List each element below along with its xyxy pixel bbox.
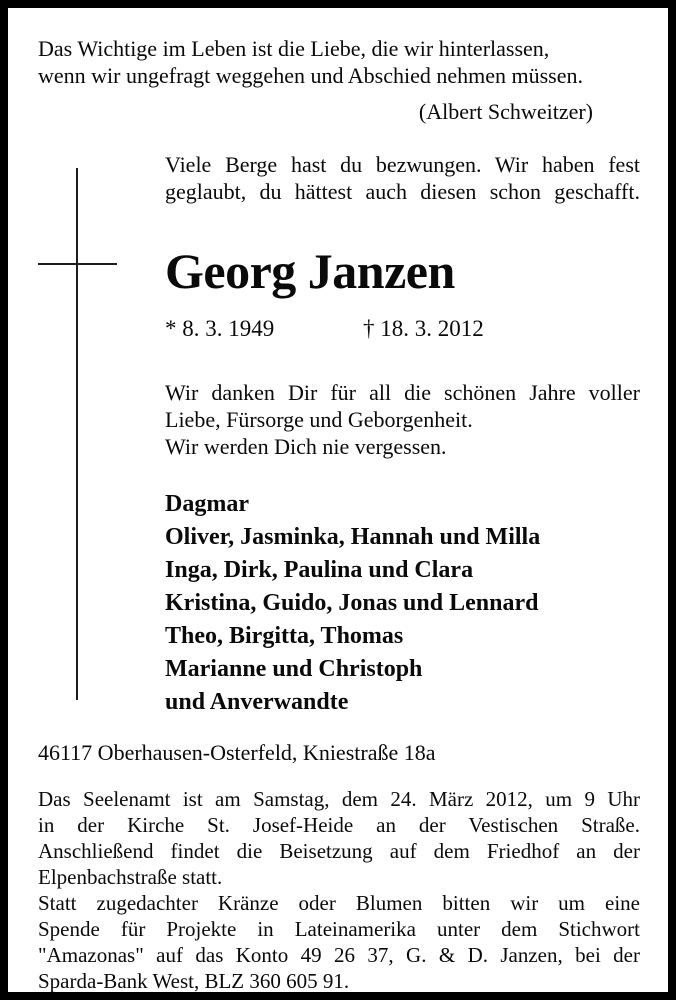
verse-line: Viele Berge hast du bezwungen. Wir haben fest	[165, 152, 640, 177]
verse-text	[165, 151, 640, 205]
donation-line: "Amazonas" auf das Konto 49 26 37, G. & D. Janzen, bei der	[38, 943, 640, 967]
donation-line: Spende für Projekte in Lateinamerika unter dem Stichwort	[38, 917, 640, 941]
mourner-line: Dagmar	[165, 491, 249, 517]
tribute-line: Wir danken Dir für all die schönen Jahre voller	[165, 380, 640, 405]
tribute-text	[165, 379, 640, 460]
mourner-line: und Anverwandte	[165, 689, 349, 715]
mourner-line: Inga, Dirk, Paulina und Clara	[165, 557, 474, 583]
cross-horizontal-bar	[38, 263, 117, 265]
mourner-line: Kristina, Guido, Jonas und Lennard	[165, 590, 539, 616]
opening-quote-line: wenn wir ungefragt weggehen und Abschied nehmen müssen.	[38, 63, 583, 88]
quote-attribution: (Albert Schweitzer)	[418, 99, 593, 124]
tribute-line: Liebe, Fürsorge und Geborgenheit.	[165, 407, 473, 432]
death-date: † 18. 3. 2012	[363, 316, 484, 341]
service-info	[38, 786, 640, 890]
verse-line: geglaubt, du hättest auch diesen schon geschafft.	[165, 179, 640, 204]
deceased-name: Georg Janzen	[165, 243, 455, 299]
birth-date: * 8. 3. 1949	[165, 316, 275, 341]
service-line: in der Kirche St. Josef-Heide an der Vestischen Straße.	[38, 813, 640, 837]
donation-line: Sparda-Bank West, BLZ 360 605 91.	[38, 969, 350, 993]
life-dates	[165, 315, 640, 343]
mourner-line: Theo, Birgitta, Thomas	[165, 623, 404, 649]
service-line: Elpenbachstraße statt.	[38, 865, 223, 889]
donation-info	[38, 890, 640, 994]
service-line: Das Seelenamt ist am Samstag, dem 24. März 2012, um 9 Uhr	[38, 787, 640, 811]
mourners-list	[165, 488, 640, 719]
opening-quote-line: Das Wichtige im Leben ist die Liebe, die wir hinterlassen,	[38, 36, 550, 61]
mourner-line: Marianne und Christoph	[165, 656, 423, 682]
tribute-line: Wir werden Dich nie vergessen.	[165, 434, 447, 459]
service-line: Anschließend findet die Beisetzung auf dem Friedhof an der	[38, 839, 640, 863]
cross-vertical-bar	[76, 168, 78, 700]
main-column	[165, 151, 640, 719]
mourner-line: Oliver, Jasminka, Hannah und Milla	[165, 524, 541, 550]
opening-quote	[38, 35, 640, 89]
address-line: 46117 Oberhausen-Osterfeld, Kniestraße 18a	[38, 740, 436, 765]
donation-line: Statt zugedachter Kränze oder Blumen bitten wir um eine	[38, 891, 640, 915]
